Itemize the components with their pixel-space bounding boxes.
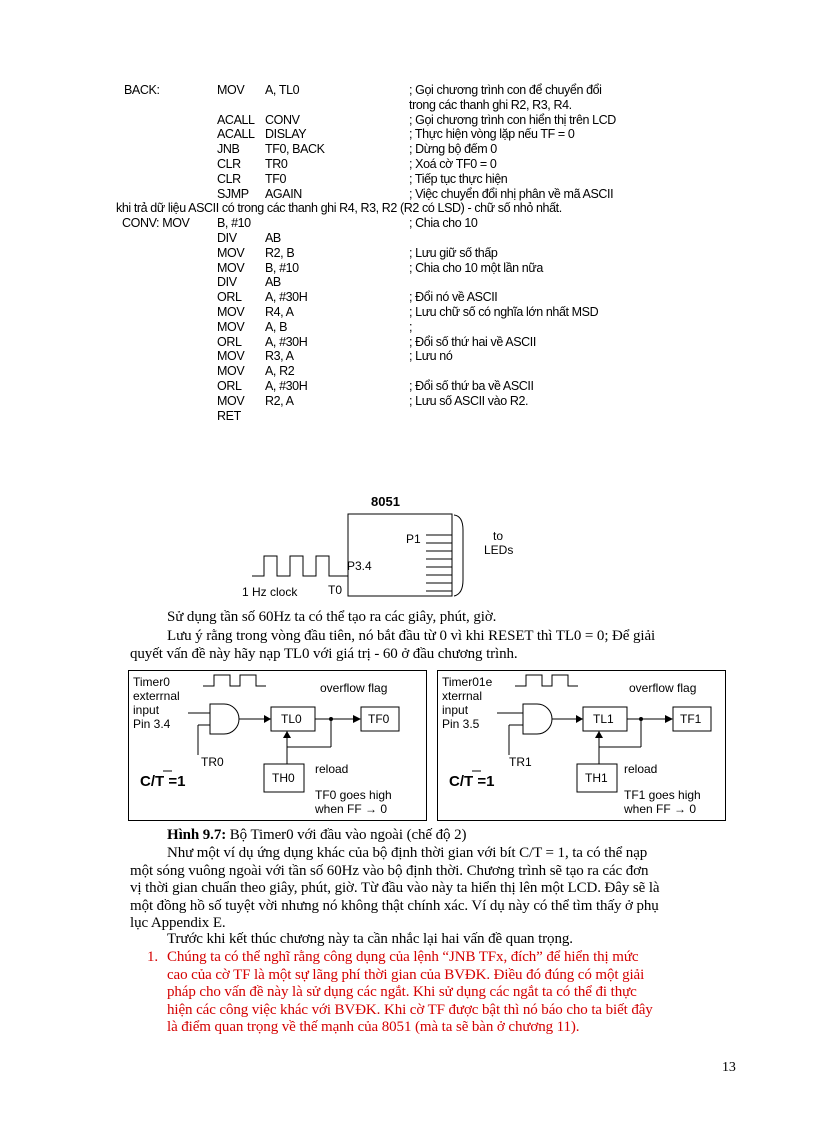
code-comment: ; Gọi chương trình con để chuyển đổi [409, 83, 602, 97]
code-operand: A, R2 [265, 364, 295, 379]
paragraph-example-line: một sóng vuông ngoài với tần số 60Hz vào bộ định thời. Chương trình sẽ tạo ra các đơn [130, 862, 649, 879]
code-operand: TF0 [265, 171, 287, 186]
timer1-high-label2: when FF → 0 [624, 802, 697, 816]
timer1-title: Timer01e [442, 675, 493, 689]
code-comment: ; Việc chuyển đổi nhị phân về mã ASCII [409, 186, 614, 201]
timer1-th-label: TH1 [585, 771, 608, 785]
chip-box [348, 514, 452, 596]
timer0-title3: input [133, 703, 160, 717]
code-opcode: MOV [217, 83, 245, 97]
code-label: BACK: [124, 83, 160, 97]
code-comment: ; Gọi chương trình con hiển thị trên LCD [409, 112, 616, 127]
paragraph-before-end: Trước khi kết thúc chương này ta cần nhắc lại hai vấn đề quan trọng. [167, 931, 573, 947]
paragraph-example-line: một đồng hồ số tuyệt vời nhưng nó không thật chính xác. Ví dụ này có thể tìm thấy ở phụ [130, 897, 659, 914]
paragraph-note-line1: Lưu ý rằng trong vòng đầu tiên, nó bắt đầu từ 0 vì khi RESET thì TL0 = 0; Để giải [167, 628, 656, 644]
code-operand: A, #30H [265, 334, 308, 349]
timer0-tf-label: TF0 [368, 712, 390, 726]
code-operand: R4, A [265, 305, 294, 319]
code-operand: A, #30H [265, 290, 308, 305]
leds-label: LEDs [484, 543, 514, 557]
code-operand: A, TL0 [265, 83, 300, 97]
chip-label: 8051 [371, 494, 400, 509]
timer0-and-gate [210, 704, 239, 734]
code-opcode: MOV [217, 245, 245, 260]
timer0-tl-label: TL0 [281, 712, 302, 726]
code-operand: R2, B [265, 245, 295, 260]
timer0-ct-label: C/T =1 [140, 773, 186, 790]
code-comment: ; Lưu chữ số có nghĩa lớn nhất MSD [409, 305, 599, 319]
timer0-overflow-label: overflow flag [320, 681, 388, 695]
code-operand: A, B [265, 319, 288, 334]
code-comment: ; Đổi số thứ ba về ASCII [409, 379, 534, 393]
clock-waveform [252, 556, 348, 576]
timer0-tr-label: TR0 [201, 755, 224, 769]
code-opcode: JNB [217, 142, 240, 157]
timer-input-label: T0 [328, 583, 343, 597]
code-comment: ; Chia cho 10 [409, 216, 478, 231]
timer0-title2: exterrnal [133, 689, 180, 703]
list-number: 1. [147, 949, 159, 965]
figure-caption-number: Hình 9.7: [167, 827, 227, 843]
code-opcode: ORL [217, 379, 242, 393]
pin-label: P3.4 [347, 559, 372, 573]
timer1-ct-label: C/T =1 [449, 773, 495, 790]
code-opcode: DIV [217, 275, 237, 290]
code-opcode: MOV [217, 319, 245, 334]
code-opcode: MOV [217, 393, 245, 408]
code-opcode: RET [217, 408, 241, 423]
figure-timer1-diagram [437, 670, 727, 822]
code-comment: ; Đổi nó về ASCII [409, 290, 498, 305]
code-comment: ; Lưu số ASCII vào R2. [409, 393, 529, 408]
code-comment: ; Đổi số thứ hai về ASCII [409, 334, 536, 349]
timer1-title3: input [442, 703, 469, 717]
timer1-overflow-label: overflow flag [629, 681, 697, 695]
code-opcode: ACALL [217, 127, 255, 142]
to-label: to [493, 529, 504, 543]
code-comment: ; Chia cho 10 một lần nữa [409, 260, 543, 275]
code-comment: ; Dừng bộ đếm 0 [409, 142, 497, 157]
list-item-line: cao của cờ TF là một sự lãng phí thời gian của BVĐK. Điều đó đúng có một giải [167, 966, 645, 983]
code-comment: ; Lưu giữ số thấp [409, 245, 498, 260]
timer1-tf-label: TF1 [680, 712, 702, 726]
timer0-reload-label: reload [315, 762, 349, 776]
paragraph-example-line: vị thời gian chuẩn theo giây, phút, giờ. Từ đầu vào này ta hiển thị lên một LCD. Đây sẽ là [130, 880, 660, 896]
led-brace [454, 515, 463, 596]
timer1-tr-label: TR1 [509, 755, 532, 769]
timer0-high-label2: when FF → 0 [315, 802, 388, 816]
paragraph-note-line2: quyết vấn đề này hãy nạp TL0 với giá trị - 60 ở đầu chương trình. [130, 646, 518, 662]
code-comment: trong các thanh ghi R2, R3, R4. [409, 97, 572, 112]
timer1-and-gate [523, 704, 552, 734]
code-operand: AB [265, 231, 281, 245]
code-comment: ; Tiếp tục thực hiện [409, 171, 508, 186]
timer1-title4: Pin 3.5 [442, 717, 480, 731]
timer1-high-label1: TF1 goes high [624, 788, 701, 802]
list-item-line: pháp cho vấn đề này là sử dụng các ngắt. Khi sử dụng các ngắt ta có thể đi thực [167, 984, 637, 1000]
code-comment: ; Thực hiện vòng lặp nếu TF = 0 [409, 127, 575, 142]
code-operand: R3, A [265, 349, 294, 364]
code-operand: R2, A [265, 393, 294, 408]
code-operand: TR0 [265, 157, 288, 171]
page-number: 13 [722, 1060, 736, 1075]
code-opcode: ACALL [217, 112, 255, 127]
paragraph-frequency: Sử dụng tần số 60Hz ta có thể tạo ra các giây, phút, giờ. [167, 609, 497, 625]
timer1-tl-label: TL1 [593, 712, 614, 726]
code-opcode: SJMP [217, 186, 249, 201]
code-operand: A, #30H [265, 379, 308, 393]
code-opcode: MOV [217, 260, 245, 275]
list-item-line: Chúng ta có thể nghĩ rằng công dụng của lệnh “JNB TFx, đích” để hiển thị mức [167, 949, 639, 965]
timer1-title2: xterrnal [442, 689, 483, 703]
timer0-th-label: TH0 [272, 771, 295, 785]
code-opcode: CLR [217, 171, 241, 186]
list-item-line: là điểm quan trọng về thế mạnh của 8051 (mà ta sẽ bàn ở chương 11). [167, 1019, 580, 1035]
timer0-high-label1: TF0 goes high [315, 788, 392, 802]
code-operand: CONV [265, 112, 300, 127]
figure-caption-text: Bộ Timer0 với đầu vào ngoài (chế độ 2) [226, 827, 467, 843]
code-operand: B, #10 [265, 260, 299, 275]
code-opcode: ORL [217, 334, 242, 349]
code-comment: ; Xoá cờ TF0 = 0 [409, 157, 497, 171]
code-opcode: MOV [217, 364, 245, 379]
code-opcode: MOV [217, 305, 245, 319]
paragraph-example-line: Như một ví dụ ứng dụng khác của bộ định thời gian với bít C/T = 1, ta có thể nạp [167, 845, 648, 861]
code-comment: ; Lưu nó [409, 349, 453, 364]
port-label: P1 [406, 532, 421, 546]
code-opcode: DIV [217, 231, 237, 245]
code-opcode: CLR [217, 157, 241, 171]
code-opcode: B, #10 [217, 216, 251, 231]
code-label: CONV: MOV [122, 216, 190, 231]
code-opcode: ORL [217, 290, 242, 305]
figure-timer0-diagram [128, 670, 428, 822]
timer1-reload-label: reload [624, 762, 658, 776]
figure-8051-counter-diagram [230, 490, 520, 602]
code-operand: AB [265, 275, 281, 290]
code-operand: TF0, BACK [265, 142, 325, 157]
timer0-title4: Pin 3.4 [133, 717, 171, 731]
figure-caption [167, 826, 466, 844]
timer0-title: Timer0 [133, 675, 170, 689]
list-item-line: hiện các công việc khác với BVĐK. Khi cờ TF được bật thì nó báo cho ta biết đây [167, 1001, 653, 1018]
code-line-note: khi trả dữ liệu ASCII có trong các thanh ghi R4, R3, R2 (R2 có LSD) - chữ số nhỏ nhất. [116, 201, 562, 216]
paragraph-example-line: lục Appendix E. [130, 915, 226, 931]
code-operand: DISLAY [265, 127, 307, 142]
clock-label: 1 Hz clock [242, 585, 298, 599]
code-comment: ; [409, 319, 413, 334]
code-operand: AGAIN [265, 186, 302, 201]
code-opcode: MOV [217, 349, 245, 364]
